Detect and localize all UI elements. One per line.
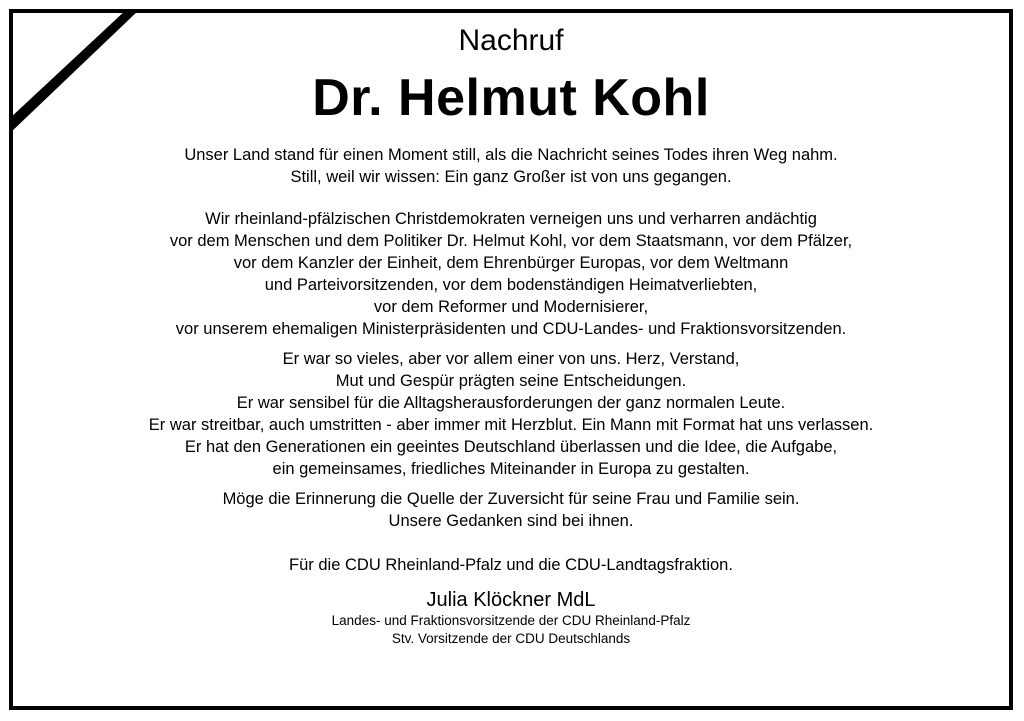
paragraph-character [13,348,1009,480]
deceased-name: Dr. Helmut Kohl [312,69,710,127]
text-line: ein gemeinsames, friedliches Miteinander in Europa zu gestalten. [272,460,750,478]
text-line: Unser Land stand für einen Moment still, als die Nachricht seines Todes ihren Weg nahm. [184,146,838,164]
text-line: Still, weil wir wissen: Ein ganz Großer ist von uns gegangen. [290,168,732,186]
text-line: Er war sensibel für die Alltagsherausforderungen der ganz normalen Leute. [236,394,786,412]
text-line: vor unserem ehemaligen Ministerpräsidenten und CDU-Landes- und Fraktionsvorsitzenden. [175,320,847,338]
text-line: Er hat den Generationen ein geeintes Deutschland überlassen und die Idee, die Aufgabe, [184,438,838,456]
signer-role: Landes- und Fraktionsvorsitzende der CDU Rheinland-Pfalz [331,613,691,628]
text-line: Möge die Erinnerung die Quelle der Zuversicht für seine Frau und Familie sein. [222,490,800,508]
text-line: vor dem Menschen und dem Politiker Dr. Helmut Kohl, vor dem Staatsmann, vor dem Pfälzer, [169,232,853,250]
text-line: Mut und Gespür prägten seine Entscheidungen. [335,372,687,390]
obituary-kicker: Nachruf [458,24,564,57]
paragraph-on-behalf [13,554,1009,576]
text-line: Unsere Gedanken sind bei ihnen. [388,512,634,530]
paragraph-tribute [13,208,1009,340]
text-line: vor dem Kanzler der Einheit, dem Ehrenbürger Europas, vor dem Weltmann [233,254,789,272]
text-line: vor dem Reformer und Modernisierer, [373,298,649,316]
text-line: und Parteivorsitzenden, vor dem bodenständigen Heimatverliebten, [264,276,758,294]
obituary-content [13,13,1009,648]
text-line: Er war streitbar, auch umstritten - aber immer mit Herzblut. Ein Mann mit Format hat uns verlassen. [148,416,874,434]
paragraph-condolence [13,488,1009,532]
text-line: Er war so vieles, aber vor allem einer von uns. Herz, Verstand, [282,350,740,368]
signer-name: Julia Klöckner MdL [426,589,596,611]
text-line: Für die CDU Rheinland-Pfalz und die CDU-Landtagsfraktion. [289,556,733,574]
signer-roles [13,612,1009,648]
text-line: Wir rheinland-pfälzischen Christdemokraten verneigen uns und verharren andächtig [205,210,817,228]
signer-role: Stv. Vorsitzende der CDU Deutschlands [391,631,631,646]
paragraph-country-stood-still [13,144,1009,188]
